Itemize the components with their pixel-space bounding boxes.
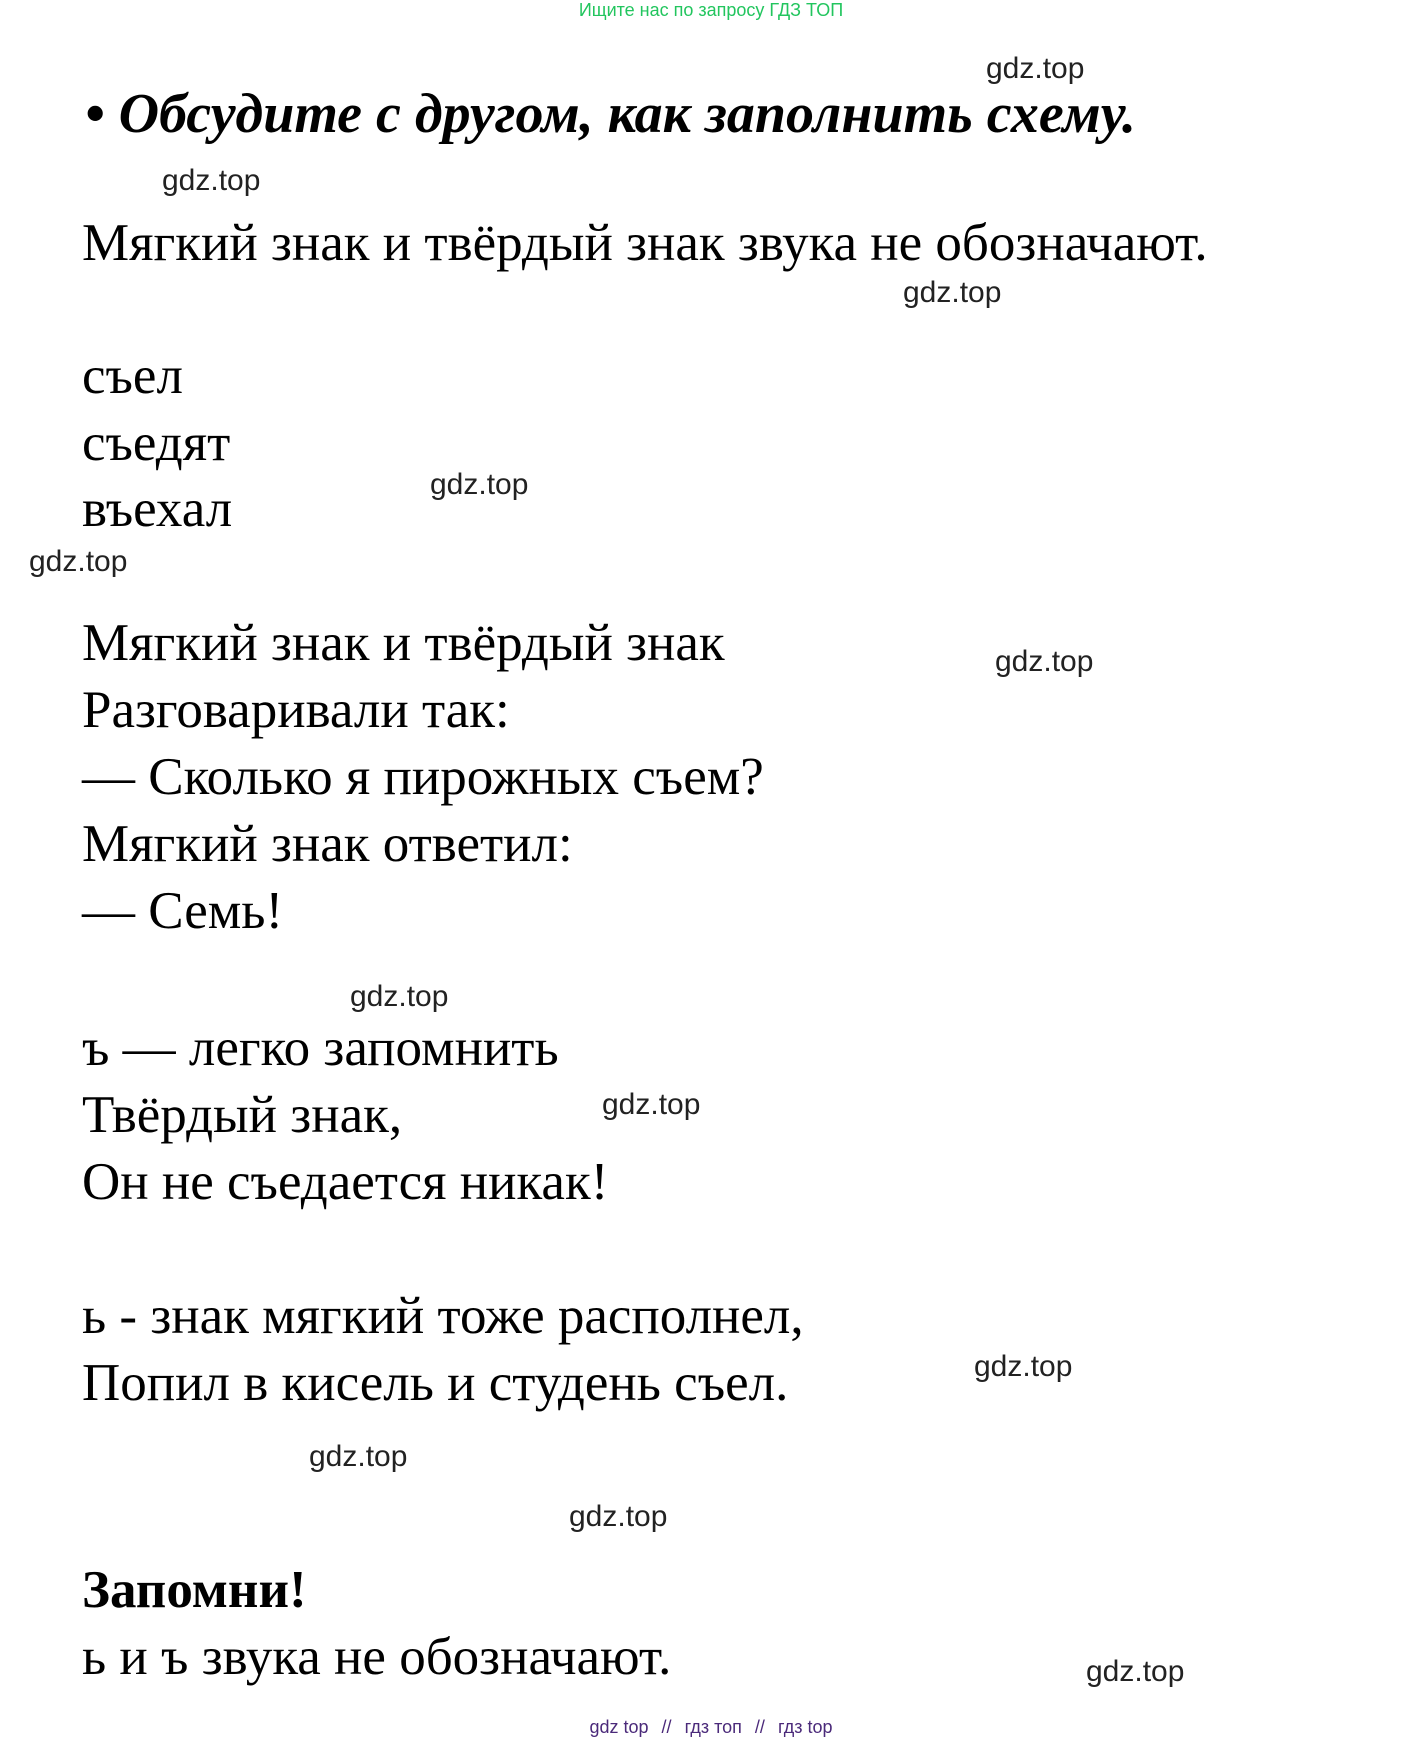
footer bbox=[0, 1717, 1422, 1738]
remember-title: Запомни! bbox=[82, 1561, 307, 1619]
word-item: съел bbox=[82, 347, 183, 405]
watermark: gdz.top bbox=[29, 545, 128, 578]
watermark: gdz.top bbox=[903, 276, 1002, 309]
watermark: gdz.top bbox=[569, 1500, 668, 1533]
footer-item: гдз топ bbox=[684, 1717, 742, 1737]
intro-text: Мягкий знак и твёрдый знак звука не обозначают. bbox=[82, 214, 1208, 272]
word-item: съедят bbox=[82, 414, 231, 472]
remember-text: ь и ъ звука не обозначают. bbox=[82, 1628, 672, 1686]
poem-line: Попил в кисель и студень съел. bbox=[82, 1354, 789, 1412]
poem-line: ь - знак мягкий тоже располнел, bbox=[82, 1287, 804, 1345]
watermark: gdz.top bbox=[430, 468, 529, 501]
footer-item: гдз top bbox=[777, 1717, 833, 1737]
poem-line: Разговаривали так: bbox=[82, 681, 510, 739]
poem-line: — Семь! bbox=[82, 882, 284, 940]
poem-line: Он не съедается никак! bbox=[82, 1153, 609, 1211]
poem-line: — Сколько я пирожных съем? bbox=[82, 748, 764, 806]
poem-line: Мягкий знак и твёрдый знак bbox=[82, 614, 725, 672]
watermark: gdz.top bbox=[309, 1440, 408, 1473]
footer-separator: // bbox=[661, 1717, 672, 1737]
poem-line: Твёрдый знак, bbox=[82, 1086, 403, 1144]
watermark: gdz.top bbox=[974, 1350, 1073, 1383]
watermark: gdz.top bbox=[162, 164, 261, 197]
watermark: gdz.top bbox=[350, 980, 449, 1013]
poem-line: Мягкий знак ответил: bbox=[82, 815, 573, 873]
watermark: gdz.top bbox=[1086, 1655, 1185, 1688]
task-heading: • Обсудите с другом, как заполнить схему. bbox=[85, 83, 1137, 145]
watermark: gdz.top bbox=[986, 52, 1085, 85]
watermark: gdz.top bbox=[995, 645, 1094, 678]
footer-separator: // bbox=[754, 1717, 765, 1737]
footer-item: gdz top bbox=[589, 1717, 649, 1737]
top-banner: Ищите нас по запросу ГДЗ ТОП bbox=[578, 0, 844, 20]
word-item: въехал bbox=[82, 480, 233, 538]
poem-line: ъ — легко запомнить bbox=[82, 1019, 559, 1077]
watermark: gdz.top bbox=[602, 1088, 701, 1121]
